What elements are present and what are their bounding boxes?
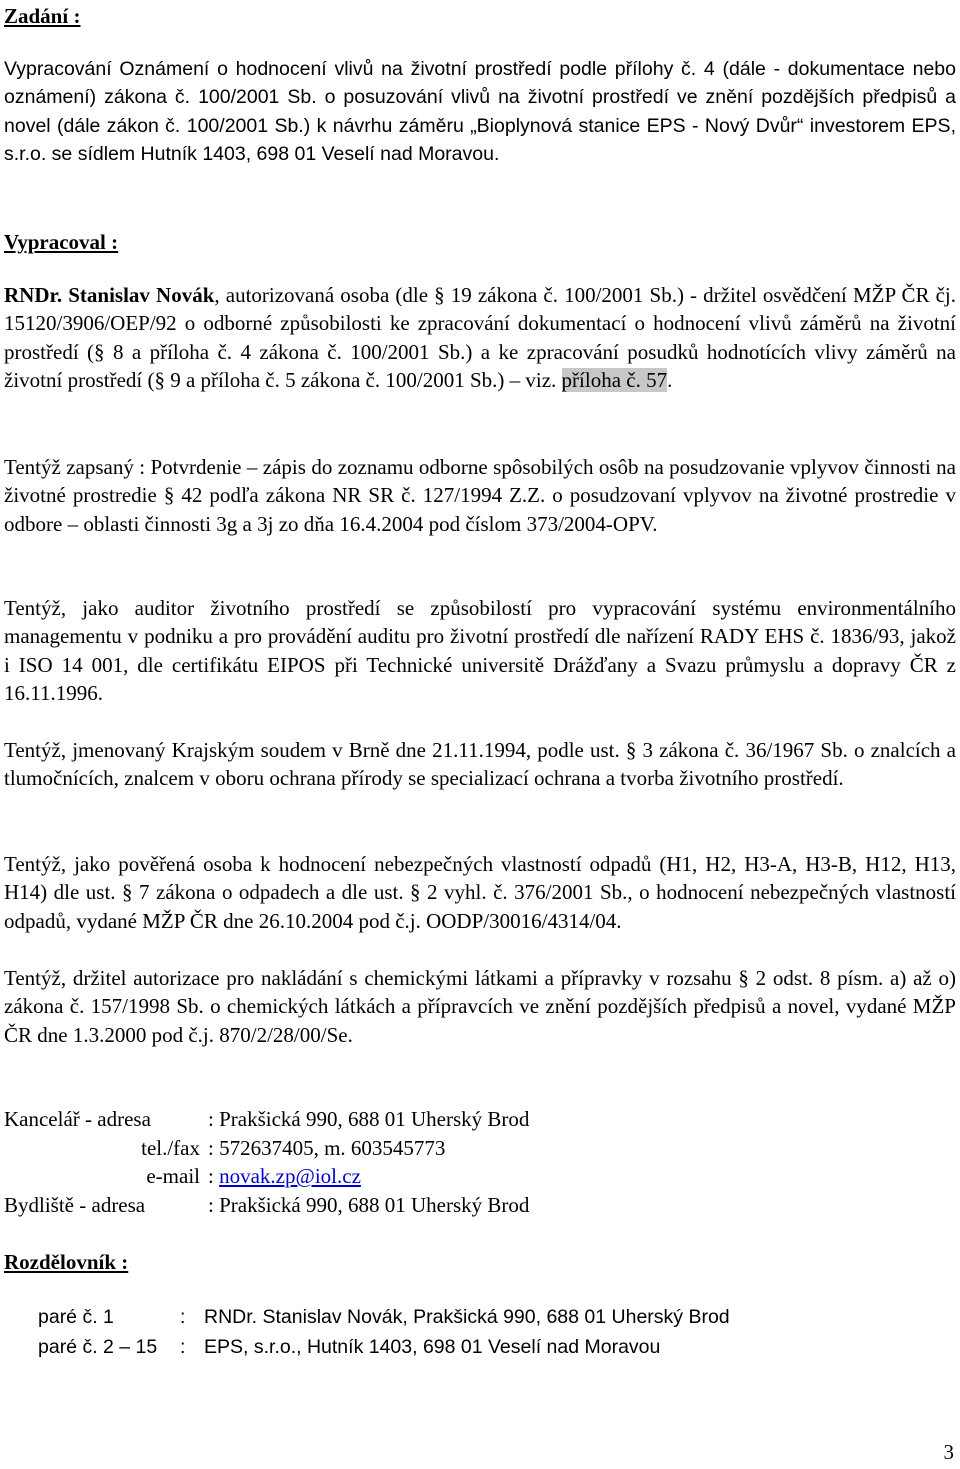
contact-label: tel./fax [141,1135,200,1160]
heading-zadani: Zadání : [4,4,81,28]
contact-row-office [4,1105,529,1134]
contact-label: Bydliště - adresa [4,1192,146,1217]
vypracoval-paragraph-5: Tentýž, jako pověřená osoba k hodnocení nebezpečných vlastností odpadů (H1, H2, H3-A, H3-B, H12, H13, H14) dle ust. § 7 zákona o odpadech a dle ust. § 2 vyhl. č. 376/2001 Sb., o hodnocení nebezpečných vlastností odpadů, vydané MŽP ČR dne 26.10.2004 pod č.j. OODP/30016/4314/04. [4,852,956,933]
author-name: RNDr. Stanislav Novák [4,283,215,307]
vypracoval-paragraph-3: Tentýž, jako auditor životního prostředí se způsobilostí pro vypracování systému environmentálního managementu v podniku a pro provádění auditu pro životní prostředí dle nařízení RADY EHS č. 1836/93, jakož i ISO 14 001, dle certifikátu EIPOS při Technické universitě Drážďany a Svazu průmyslu a dopravy ČR z 16.11.1996. [4,596,956,706]
contact-block [4,1105,529,1219]
contact-row-phone [4,1134,529,1163]
vypracoval-paragraph-4: Tentýž, jmenovaný Krajským soudem v Brně dne 21.11.1994, podle ust. § 3 zákona č. 36/1967 Sb. o znalcích a tlumočnících, znalcem v oboru ochrana přírody se specializací ochrana a tvorba životního prostředí. [4,738,956,791]
contact-value: : Prakšická 990, 688 01 Uherský Brod [208,1192,530,1217]
email-link[interactable]: novak.zp@iol.cz [219,1164,361,1188]
copy-label: paré č. 2 – 15 [38,1336,158,1358]
contact-label: e-mail [146,1164,200,1188]
heading-vypracoval: Vypracoval : [4,230,119,254]
copy-separator: : [180,1336,186,1358]
email-prefix: : [208,1164,220,1188]
copy-recipient: RNDr. Stanislav Novák, Prakšická 990, 688 01 Uherský Brod [204,1306,730,1328]
heading-rozdelovnik: Rozdělovník : [4,1250,129,1274]
contact-value: : 572637405, m. 603545773 [208,1135,446,1160]
vypracoval-paragraph-2: Tentýž zapsaný : Potvrdenie – zápis do zoznamu odborne spôsobilých osôb na posudzovanie vplyvov činnosti na životné prostredie § 42 podľa zákona NR SR č. 127/1994 Z.Z. o posudzovaní vplyvov na životné prostredie v odbore – oblasti činnosti 3g a 3j zo dňa 16.4.2004 pod číslom 373/2004-OPV. [4,455,956,536]
contact-row-email [4,1162,529,1191]
page-number: 3 [943,1440,954,1464]
contact-row-residence [4,1191,529,1220]
contact-value [200,1162,361,1191]
copy-separator: : [180,1306,186,1328]
zadani-text: Vypracování Oznámení o hodnocení vlivů na životní prostředí podle přílohy č. 4 (dále - dokumentace nebo oznámení) zákona č. 100/2001 Sb. o posuzování vlivů na životní prostředí ve znění pozdějších předpisů a novel (dále zákon č. 100/2001 Sb.) k návrhu záměru „Bioplynová stanice EPS - Nový Dvůr“ investorem EPS, s.r.o. se sídlem Hutník 1403, 698 01 Veselí nad Moravou. [4,58,956,166]
distribution-row [38,1302,730,1332]
contact-value: : Prakšická 990, 688 01 Uherský Brod [208,1107,530,1131]
vypracoval-paragraph-1 [4,281,956,395]
copy-recipient: EPS, s.r.o., Hutník 1403, 698 01 Veselí nad Moravou [204,1336,661,1358]
distribution-row [38,1332,730,1362]
contact-label: Kancelář - adresa [4,1107,151,1131]
copy-label: paré č. 1 [38,1306,114,1328]
distribution-list [38,1302,730,1362]
author-credentials: , autorizovaná osoba (dle § 19 zákona č. 100/2001 Sb.) - držitel osvědčení MŽP ČR čj. 15120/3906/OEP/92 o odborné způsobilosti ke zpracování dokumentací o hodnocení vlivů záměrů na životní prostředí (§ 8 a příloha č. 4 zákona č. 100/2001 Sb.) a ke zpracování posudků hodnotících vlivy záměrů na životní prostředí (§ 9 a příloha č. 5 zákona č. 100/2001 Sb.) – viz. [4,283,956,393]
attachment-reference: příloha č. 57 [561,368,668,393]
vypracoval-paragraph-6: Tentýž, držitel autorizace pro nakládání s chemickými látkami a přípravky v rozsahu § 2 odst. 8 písm. a) až o) zákona č. 157/1998 Sb. o chemických látkách a přípravcích ve znění pozdějších předpisů a novel, vydané MŽP ČR dne 1.3.2000 pod č.j. 870/2/28/00/Se. [4,966,956,1047]
paragraph-end: . [667,368,673,393]
